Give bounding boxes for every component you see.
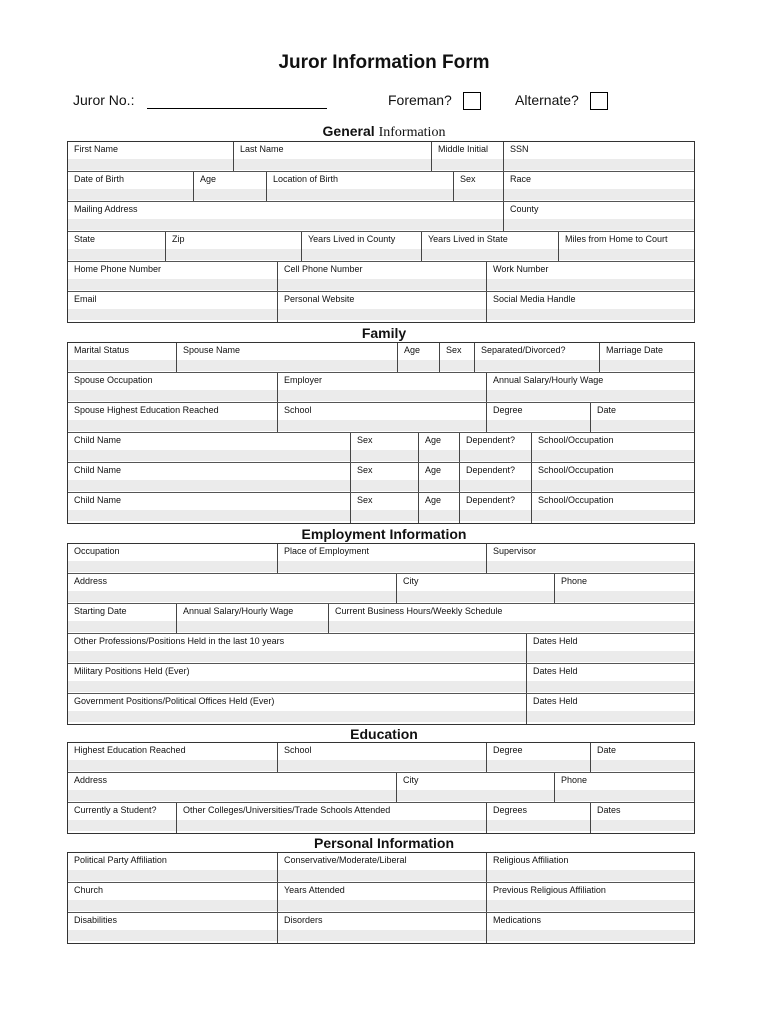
- employment-row: [68, 604, 694, 634]
- field-age[interactable]: Age: [418, 493, 459, 523]
- field-supervisor[interactable]: Supervisor: [486, 544, 694, 573]
- field-sex[interactable]: Sex: [350, 493, 418, 523]
- field-address[interactable]: Address: [74, 576, 108, 586]
- field-occupation[interactable]: Occupation: [74, 546, 120, 556]
- family-row: [68, 463, 694, 493]
- general-row: [68, 172, 694, 202]
- field-school-occupation[interactable]: School/Occupation: [531, 493, 694, 523]
- field-disabilities[interactable]: Disabilities: [74, 915, 118, 925]
- field-degree[interactable]: Degree: [486, 403, 590, 432]
- education-row: [68, 773, 694, 803]
- section-general-bold: General: [322, 123, 375, 139]
- field-city[interactable]: City: [396, 773, 554, 802]
- section-personal-heading: Personal Information: [313, 835, 455, 851]
- field-age[interactable]: Age: [397, 343, 439, 372]
- field-phone[interactable]: Phone: [554, 773, 694, 802]
- field-sex[interactable]: Sex: [453, 172, 503, 201]
- field-mailing-address[interactable]: Mailing Address: [74, 204, 138, 214]
- field-spouse-occupation[interactable]: Spouse Occupation: [74, 375, 153, 385]
- field-miles-from-home-to-court[interactable]: Miles from Home to Court: [558, 232, 694, 261]
- field-medications[interactable]: Medications: [486, 913, 694, 943]
- field-personal-website[interactable]: Personal Website: [277, 292, 486, 322]
- field-dependent[interactable]: Dependent?: [459, 493, 531, 523]
- foreman-label: Foreman?: [388, 92, 452, 108]
- field-age[interactable]: Age: [193, 172, 266, 201]
- field-dates-held[interactable]: Dates Held: [526, 634, 694, 663]
- field-previous-religious-affiliation[interactable]: Previous Religious Affiliation: [486, 883, 694, 912]
- field-religious-affiliation[interactable]: Religious Affiliation: [486, 853, 694, 882]
- field-dates-held[interactable]: Dates Held: [526, 694, 694, 724]
- field-dependent[interactable]: Dependent?: [459, 463, 531, 492]
- field-phone[interactable]: Phone: [554, 574, 694, 603]
- personal-row: [68, 913, 694, 943]
- field-marital-status[interactable]: Marital Status: [74, 345, 130, 355]
- field-other-colleges-universities-trade-schools-attended[interactable]: Other Colleges/Universities/Trade Schools Attended: [176, 803, 486, 833]
- field-dependent[interactable]: Dependent?: [459, 433, 531, 462]
- field-social-media-handle[interactable]: Social Media Handle: [486, 292, 694, 322]
- employment-row: [68, 574, 694, 604]
- field-place-of-employment[interactable]: Place of Employment: [277, 544, 486, 573]
- field-spouse-highest-education-reached[interactable]: Spouse Highest Education Reached: [74, 405, 219, 415]
- field-spouse-name[interactable]: Spouse Name: [176, 343, 397, 372]
- field-political-party-affiliation[interactable]: Political Party Affiliation: [74, 855, 167, 865]
- field-years-lived-in-state[interactable]: Years Lived in State: [421, 232, 558, 261]
- form-title: Juror Information Form: [278, 52, 490, 73]
- field-ssn[interactable]: SSN: [503, 142, 694, 171]
- juror-header-row: [0, 90, 768, 114]
- general-row: [68, 232, 694, 262]
- field-dates[interactable]: Dates: [590, 803, 694, 833]
- personal-row: [68, 883, 694, 913]
- field-church[interactable]: Church: [74, 885, 104, 895]
- family-row: [68, 493, 694, 523]
- field-child-name[interactable]: Child Name: [74, 465, 122, 475]
- field-sex[interactable]: Sex: [350, 433, 418, 462]
- field-address[interactable]: Address: [74, 775, 108, 785]
- field-years-lived-in-county[interactable]: Years Lived in County: [301, 232, 421, 261]
- employment-row: [68, 694, 694, 724]
- field-state[interactable]: State: [74, 234, 96, 244]
- field-conservative-moderate-liberal[interactable]: Conservative/Moderate/Liberal: [277, 853, 486, 882]
- field-date-of-birth[interactable]: Date of Birth: [74, 174, 125, 184]
- section-general-heading: [0, 123, 768, 141]
- field-city[interactable]: City: [396, 574, 554, 603]
- field-school[interactable]: School: [277, 743, 486, 772]
- education-row: [68, 803, 694, 833]
- field-degree[interactable]: Degree: [486, 743, 590, 772]
- field-age[interactable]: Age: [418, 433, 459, 462]
- field-separated-divorced[interactable]: Separated/Divorced?: [474, 343, 599, 372]
- field-sex[interactable]: Sex: [439, 343, 474, 372]
- field-sex[interactable]: Sex: [350, 463, 418, 492]
- employment-row: [68, 664, 694, 694]
- field-annual-salary-hourly-wage[interactable]: Annual Salary/Hourly Wage: [176, 604, 328, 633]
- field-military-positions-held-ever[interactable]: Military Positions Held (Ever): [74, 666, 190, 676]
- employment-table: [67, 543, 695, 725]
- field-cell-phone-number[interactable]: Cell Phone Number: [277, 262, 486, 291]
- field-child-name[interactable]: Child Name: [74, 435, 122, 445]
- field-school-occupation[interactable]: School/Occupation: [531, 463, 694, 492]
- juror-no-label: Juror No.:: [73, 92, 135, 108]
- section-employment-heading: Employment Information: [301, 526, 467, 542]
- field-date[interactable]: Date: [590, 743, 694, 772]
- family-row: [68, 403, 694, 433]
- family-row: [68, 373, 694, 403]
- field-county[interactable]: County: [503, 202, 694, 231]
- family-row: [68, 433, 694, 463]
- field-date[interactable]: Date: [590, 403, 694, 432]
- field-currently-a-student[interactable]: Currently a Student?: [74, 805, 157, 815]
- foreman-checkbox[interactable]: [463, 92, 481, 110]
- field-home-phone-number[interactable]: Home Phone Number: [74, 264, 162, 274]
- field-starting-date[interactable]: Starting Date: [74, 606, 127, 616]
- field-zip[interactable]: Zip: [165, 232, 301, 261]
- field-dates-held[interactable]: Dates Held: [526, 664, 694, 693]
- field-age[interactable]: Age: [418, 463, 459, 492]
- general-row: [68, 262, 694, 292]
- section-education-heading: Education: [350, 726, 418, 742]
- field-middle-initial[interactable]: Middle Initial: [431, 142, 503, 171]
- employment-row: [68, 634, 694, 664]
- employment-row: [68, 544, 694, 574]
- field-location-of-birth[interactable]: Location of Birth: [266, 172, 453, 201]
- field-marriage-date[interactable]: Marriage Date: [599, 343, 694, 372]
- field-annual-salary-hourly-wage[interactable]: Annual Salary/Hourly Wage: [486, 373, 694, 402]
- field-current-business-hours-weekly-schedule[interactable]: Current Business Hours/Weekly Schedule: [328, 604, 694, 633]
- field-email[interactable]: Email: [74, 294, 97, 304]
- alternate-label: Alternate?: [515, 92, 579, 108]
- alternate-checkbox[interactable]: [590, 92, 608, 110]
- field-years-attended[interactable]: Years Attended: [277, 883, 486, 912]
- general-row: [68, 202, 694, 232]
- juror-no-field[interactable]: [147, 108, 327, 109]
- education-row: [68, 743, 694, 773]
- personal-row: [68, 853, 694, 883]
- personal-information-table: [67, 852, 695, 944]
- field-school-occupation[interactable]: School/Occupation: [531, 433, 694, 462]
- section-general-rest: Information: [378, 125, 446, 140]
- education-table: [67, 742, 695, 834]
- field-degrees[interactable]: Degrees: [486, 803, 590, 833]
- field-highest-education-reached[interactable]: Highest Education Reached: [74, 745, 186, 755]
- field-school[interactable]: School: [277, 403, 486, 432]
- section-family-heading: Family: [361, 325, 407, 341]
- general-row: [68, 142, 694, 172]
- field-race[interactable]: Race: [503, 172, 694, 201]
- family-table: [67, 342, 695, 524]
- field-other-professions-positions-held-in-the-last-10-years[interactable]: Other Professions/Positions Held in the last 10 years: [74, 636, 285, 646]
- field-work-number[interactable]: Work Number: [486, 262, 694, 291]
- field-child-name[interactable]: Child Name: [74, 495, 122, 505]
- field-first-name[interactable]: First Name: [74, 144, 119, 154]
- family-row: [68, 343, 694, 373]
- field-last-name[interactable]: Last Name: [233, 142, 431, 171]
- field-disorders[interactable]: Disorders: [277, 913, 486, 943]
- field-employer[interactable]: Employer: [277, 373, 486, 402]
- general-information-table: [67, 141, 695, 323]
- field-government-positions-political-offices-held-ever[interactable]: Government Positions/Political Offices Held (Ever): [74, 696, 275, 706]
- general-row: [68, 292, 694, 322]
